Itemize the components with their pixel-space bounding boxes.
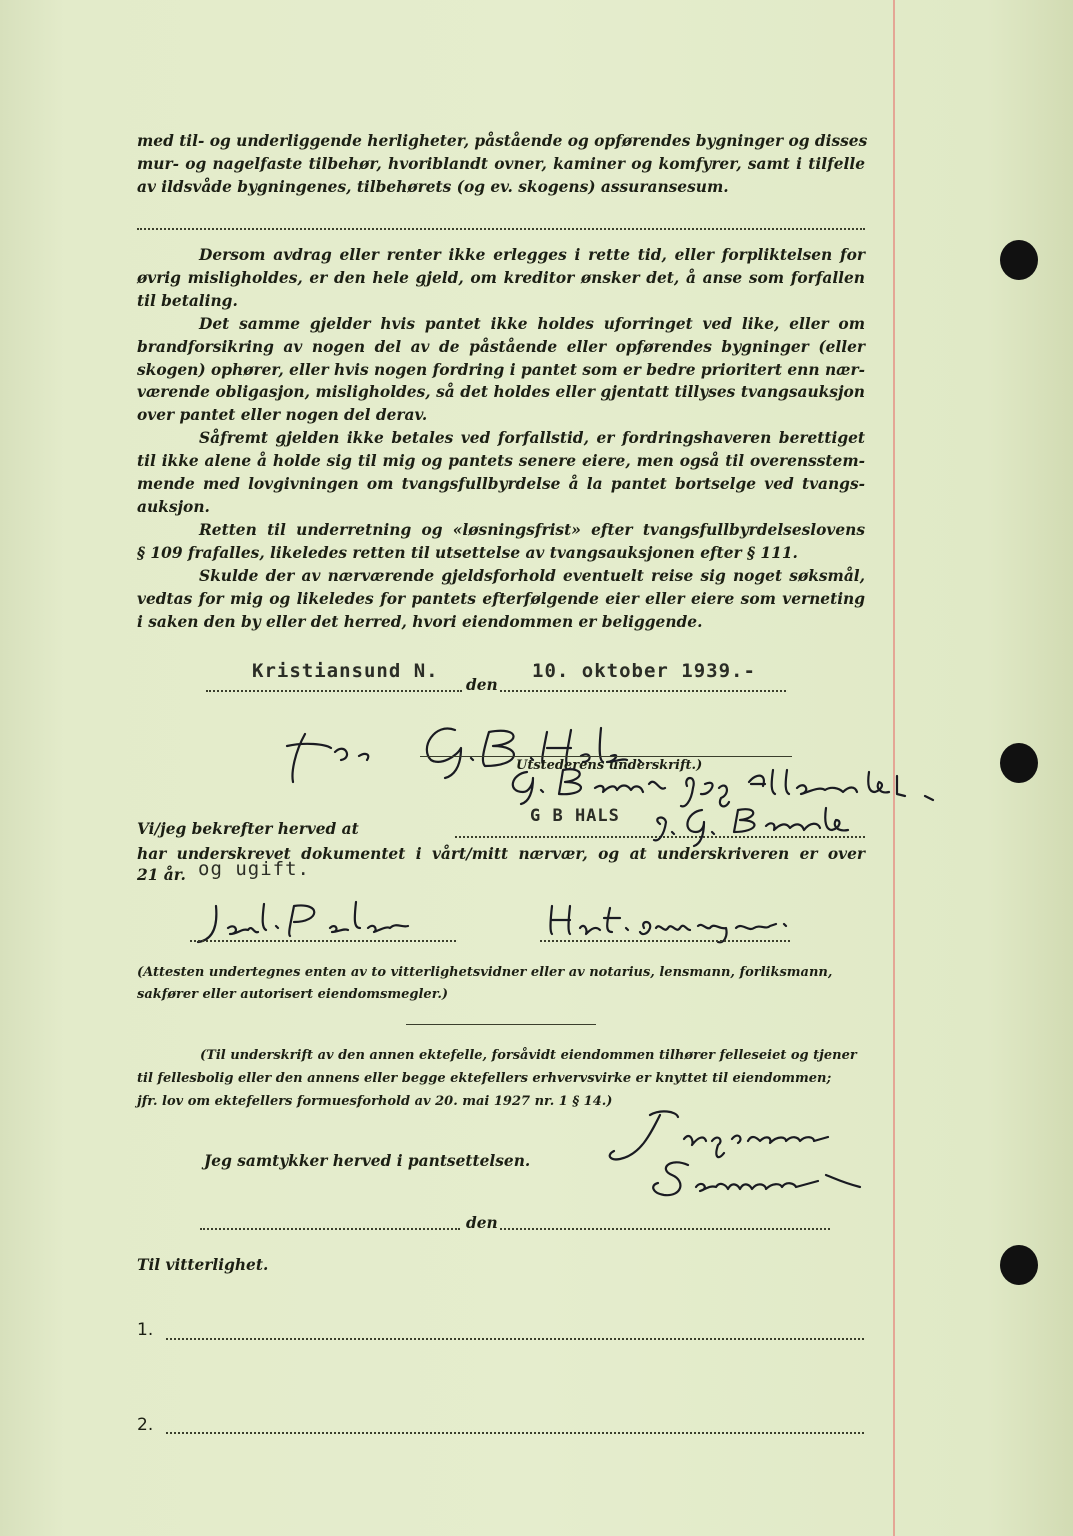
text-line: har underskrevet dokumentet i vårt/mitt nærvær, og at underskriveren er over bbox=[137, 845, 865, 863]
witness-statement-prefix: Vi/jeg bekrefter herved at bbox=[137, 820, 359, 838]
text-line: av ildsvåde bygningenes, tilbehørets (og ev. skogens) assuransesum. bbox=[137, 177, 729, 196]
text-line: § 109 frafalles, likeledes retten til utsettelse av tvangsauksjonen efter § 111. bbox=[137, 543, 798, 562]
text-line: til ikke alene å holde sig til mig og pantets senere eiere, men også til overensstem- bbox=[137, 452, 865, 471]
witness2-signature bbox=[540, 900, 800, 950]
issuer-signature-line bbox=[420, 756, 792, 757]
witness1-line bbox=[166, 1338, 864, 1340]
text-line: i saken den by eller det herred, hvori eiendommen er beliggende. bbox=[137, 612, 703, 631]
text-line: brandforsikring av nogen del av de påstående eller opførendes bygninger (eller bbox=[137, 337, 865, 356]
attest-note-line2: sakfører eller autorisert eiendomsmegler.) bbox=[137, 987, 449, 1002]
den-label-2: den bbox=[466, 1214, 498, 1232]
witness2-dotted-line bbox=[540, 940, 790, 942]
place-dotted-line bbox=[206, 690, 462, 692]
property-clause bbox=[137, 130, 868, 199]
section-divider bbox=[406, 1024, 596, 1025]
text-line: øvrig misligholdes, er den hele gjeld, om kreditor ønsker det, å anse som forfallen bbox=[137, 268, 865, 287]
witness1-dotted-line bbox=[190, 940, 456, 942]
date-dotted-line bbox=[500, 690, 786, 692]
place-typed: Kristiansund N. bbox=[252, 660, 439, 682]
dotted-separator bbox=[137, 228, 865, 230]
attest-note-line1: (Attesten undertegnes enten av to vitterlighetsvidner eller av notarius, lensmann, forliksmann, bbox=[137, 965, 833, 980]
text-line: over pantet eller nogen del derav. bbox=[137, 406, 428, 425]
spouse-signature bbox=[600, 1105, 880, 1205]
witness-number-1: 1. bbox=[137, 1320, 154, 1340]
text-line: til betaling. bbox=[137, 291, 238, 310]
punch-hole bbox=[1000, 240, 1038, 280]
consent-date-dotted-line bbox=[500, 1228, 830, 1230]
punch-hole bbox=[1000, 1245, 1038, 1285]
consent-text: Jeg samtykker herved i pantsettelsen. bbox=[204, 1152, 531, 1170]
text-line: Det samme gjelder hvis pantet ikke holdes uforringet ved like, eller om bbox=[199, 314, 865, 333]
text-line: Skulde der av nærværende gjeldsforhold eventuelt reise sig noget søksmål, bbox=[199, 566, 865, 585]
spouse-note-line1: (Til underskrift av den annen ektefelle, forsåvidt eiendommen tilhører felleseiet og tjener bbox=[200, 1048, 857, 1063]
spouse-note-line3: jfr. lov om ektefellers formuesforhold av 20. mai 1927 nr. 1 § 14.) bbox=[137, 1094, 613, 1109]
text-line: værende obligasjon, misligholdes, så det holdes eller gjentatt tillyses tvangsauksjon bbox=[137, 383, 865, 402]
spouse-note-line2: til fellesbolig eller den annens eller begge ektefellers erhvervsvirke er knyttet til eiendommen; bbox=[137, 1071, 832, 1086]
punch-hole bbox=[1000, 743, 1038, 783]
text-line: skogen) ophører, eller hvis nogen fordring i pantet som er bedre prioritert enn nær- bbox=[137, 360, 865, 379]
witness2-line bbox=[166, 1432, 864, 1434]
den-label: den bbox=[466, 676, 498, 694]
text-line: auksjon. bbox=[137, 497, 210, 516]
text-line: med til- og underliggende herligheter, påstående og opførendes bygninger og disses bbox=[137, 132, 868, 150]
age-text: 21 år. bbox=[137, 866, 186, 884]
terms-clause bbox=[137, 244, 865, 633]
typed-name: G B HALS bbox=[530, 806, 620, 826]
typed-unmarried: og ugift. bbox=[198, 858, 310, 880]
text-line: Dersom avdrag eller renter ikke erlegges i rette tid, eller forpliktelsen for bbox=[199, 246, 865, 264]
text-line: Retten til underretning og «løsningsfrist» efter tvangsfullbyrdelseslovens bbox=[199, 520, 865, 539]
text-line: mur- og nagelfaste tilbehør, hvoriblandt ovner, kaminer og komfyrer, samt i tilfelle bbox=[137, 154, 865, 173]
witness-heading: Til vitterlighet. bbox=[137, 1256, 269, 1274]
witness-number-2: 2. bbox=[137, 1415, 154, 1435]
issuer-caption: Utstederens underskrift.) bbox=[516, 758, 703, 773]
date-typed: 10. oktober 1939.- bbox=[532, 660, 756, 682]
text-line: Såfremt gjelden ikke betales ved forfallstid, er fordringshaveren berettiget bbox=[199, 429, 865, 448]
text-line: mende med lovgivningen om tvangsfullbyrdelse å la pantet bortselge ved tvangs- bbox=[137, 475, 865, 494]
consent-dotted-line bbox=[200, 1228, 460, 1230]
text-line: vedtas for mig og likeledes for pantets efterfølgende eier eller eiere som verneting bbox=[137, 589, 865, 608]
